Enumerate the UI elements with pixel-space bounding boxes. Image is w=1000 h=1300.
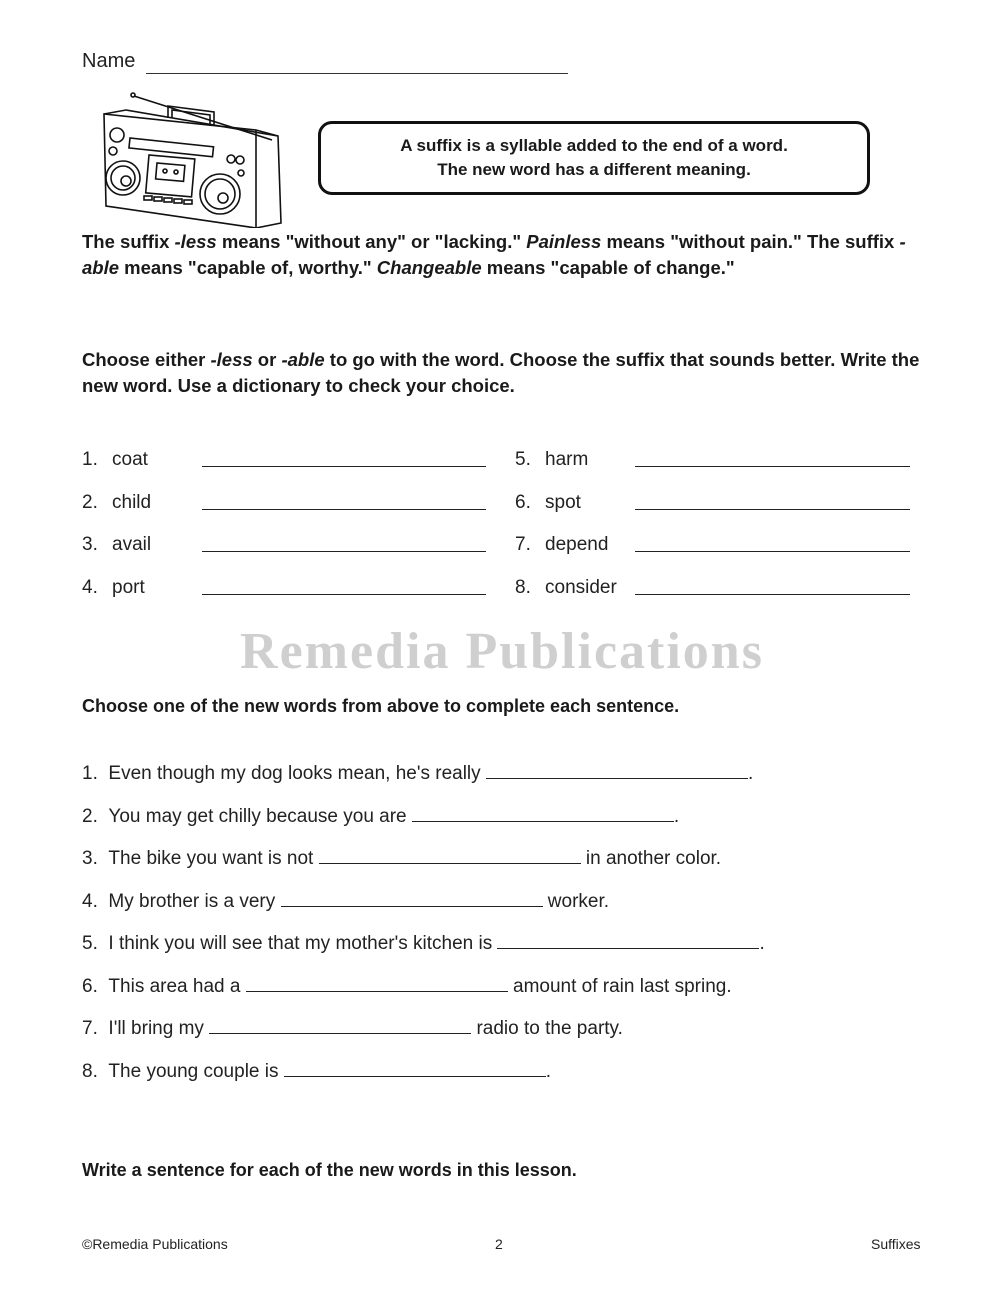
instructions-part-3: Write a sentence for each of the new words in this lesson.: [82, 1160, 577, 1180]
intro-paragraph: [82, 229, 922, 281]
deck-button: [184, 200, 192, 204]
suffix-less-term: -less: [174, 231, 217, 252]
intro-text: means "capable of change.": [481, 257, 735, 278]
left-speaker-center: [121, 176, 131, 186]
sentence-item: [82, 762, 753, 785]
item-number: 8.: [515, 577, 531, 598]
sentence-text: .: [759, 933, 765, 954]
item-number: 4.: [82, 577, 98, 598]
footer-copyright: ©Remedia Publications: [82, 1236, 228, 1252]
item-number: 8.: [82, 1061, 98, 1082]
base-word: avail: [112, 534, 152, 555]
item-number: 5.: [515, 449, 531, 470]
item-number: 7.: [82, 1018, 98, 1039]
sentence-item: [82, 932, 765, 955]
intro-text: means "without pain." The suffix: [601, 231, 900, 252]
word-item: [82, 447, 486, 471]
answer-blank-3[interactable]: [202, 551, 486, 552]
sentence-text: I'll bring my: [108, 1018, 210, 1039]
sentence-item: [82, 975, 732, 998]
name-label: Name: [82, 50, 136, 72]
instructions-part-1: [82, 347, 922, 399]
answer-blank-5[interactable]: [635, 466, 910, 467]
item-number: 6.: [515, 492, 531, 513]
base-word: port: [112, 577, 145, 598]
sentence-blank-4[interactable]: [281, 890, 543, 907]
sentence-text: .: [673, 806, 680, 827]
sentence-text: The young couple is: [108, 1061, 284, 1082]
button: [238, 170, 244, 176]
radio-body: [104, 114, 281, 228]
suffix-able-term: -able: [281, 349, 325, 370]
sentence-item: [82, 805, 679, 828]
item-number: 4.: [82, 891, 98, 912]
sentence-text: .: [747, 763, 754, 784]
boombox-radio-illustration: [96, 88, 286, 228]
sentence-text: in another color.: [580, 848, 722, 869]
cassette-deck: [146, 155, 195, 197]
knob-small: [109, 147, 117, 155]
item-number: 1.: [82, 449, 98, 470]
word-item: [515, 532, 910, 556]
word-item: [82, 575, 486, 599]
intro-text: means "capable of, worthy.": [119, 257, 377, 278]
answer-blank-8[interactable]: [635, 594, 910, 595]
instruction-text: or: [252, 349, 282, 370]
intro-text: The suffix: [82, 231, 175, 252]
sentence-blank-6[interactable]: [246, 975, 508, 992]
sentence-blank-1[interactable]: [486, 762, 748, 779]
answer-blank-6[interactable]: [635, 509, 910, 510]
sentence-text: This area had a: [108, 976, 246, 997]
answer-blank-2[interactable]: [202, 509, 486, 510]
antenna: [134, 96, 272, 140]
sentence-text: The bike you want is not: [108, 848, 319, 869]
right-speaker-center: [218, 193, 228, 203]
word-item: [515, 447, 910, 471]
sentence-blank-5[interactable]: [497, 932, 759, 949]
base-word: child: [112, 492, 152, 513]
sentence-blank-8[interactable]: [284, 1060, 546, 1077]
base-word: consider: [545, 577, 617, 598]
item-number: 2.: [82, 806, 98, 827]
word-item: [82, 490, 486, 514]
base-word: coat: [112, 449, 148, 470]
knob: [110, 128, 124, 142]
sentence-text: worker.: [542, 891, 610, 912]
word-item: [515, 490, 910, 514]
instruction-text: to go with the word. Choose the suffix that sounds better. Write the new word. Use a dictionary to check your choice.: [82, 349, 920, 396]
item-number: 2.: [82, 492, 98, 513]
instructions-part-2: Choose one of the new words from above to complete each sentence.: [82, 696, 680, 716]
deck-button: [164, 198, 172, 202]
watermark: Remedia Publications: [240, 623, 764, 680]
sentence-blank-2[interactable]: [412, 805, 674, 822]
definition-callout-box: [318, 121, 870, 195]
deck-button: [154, 197, 162, 201]
sentence-blank-3[interactable]: [319, 847, 581, 864]
item-number: 7.: [515, 534, 531, 555]
sentence-item: [82, 890, 609, 913]
callout-line-1: A suffix is a syllable added to the end of a word.: [400, 136, 788, 155]
deck-button: [174, 199, 182, 203]
sentence-item: [82, 1017, 623, 1040]
tuner-dial: [129, 138, 214, 157]
footer-page-number: 2: [495, 1236, 503, 1252]
sentence-item: [82, 1060, 551, 1083]
name-input-line[interactable]: [146, 73, 568, 74]
footer-section-title: Suffixes: [871, 1236, 921, 1252]
answer-blank-4[interactable]: [202, 594, 486, 595]
answer-blank-7[interactable]: [635, 551, 910, 552]
sentence-text: Even though my dog looks mean, he's really: [108, 763, 486, 784]
item-number: 6.: [82, 976, 98, 997]
suffix-less-term: -less: [210, 349, 253, 370]
item-number: 5.: [82, 933, 98, 954]
sentence-text: You may get chilly because you are: [108, 806, 412, 827]
cassette-reel: [163, 169, 167, 173]
deck-button: [144, 196, 152, 200]
example-changeable: Changeable: [376, 257, 482, 278]
answer-blank-1[interactable]: [202, 466, 486, 467]
sentence-text: radio to the party.: [471, 1018, 623, 1039]
example-painless: Painless: [526, 231, 602, 252]
antenna-tip: [131, 93, 135, 97]
callout-line-2: The new word has a different meaning.: [437, 160, 751, 179]
instruction-text: Choose either: [82, 349, 211, 370]
cassette-reel: [174, 170, 178, 174]
intro-text: means "without any" or "lacking.": [216, 231, 527, 252]
word-item: [82, 532, 486, 556]
cassette-window: [156, 163, 185, 181]
sentence-item: [82, 847, 721, 870]
base-word: depend: [545, 534, 609, 555]
item-number: 1.: [82, 763, 98, 784]
base-word: spot: [545, 492, 581, 513]
sentence-text: I think you will see that my mother's kitchen is: [108, 933, 498, 954]
sentence-text: amount of rain last spring.: [507, 976, 732, 997]
suffix-able-term: -able: [82, 231, 906, 278]
item-number: 3.: [82, 848, 98, 869]
sentence-text: .: [545, 1061, 552, 1082]
button: [227, 155, 235, 163]
sentence-blank-7[interactable]: [209, 1017, 471, 1034]
word-item: [515, 575, 910, 599]
item-number: 3.: [82, 534, 98, 555]
button: [236, 156, 244, 164]
base-word: harm: [545, 449, 589, 470]
sentence-text: My brother is a very: [108, 891, 281, 912]
